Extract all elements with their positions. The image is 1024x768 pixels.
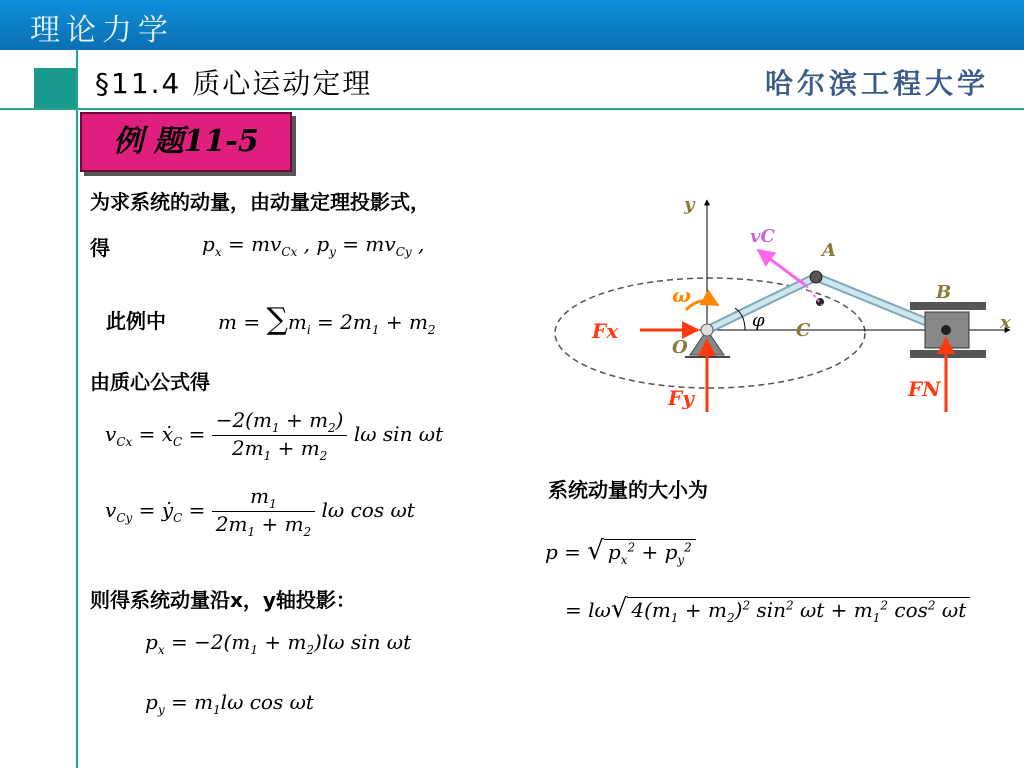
text-then-proj: 则得系统动量沿x，y轴投影：: [90, 588, 356, 612]
point-C: [816, 298, 824, 306]
divider-horizontal: [0, 108, 1024, 110]
label-B: B: [936, 282, 952, 303]
label-Fx: Fx: [592, 319, 619, 343]
mechanism-diagram: [540, 190, 1020, 420]
formula-mass: $m = \sum m_i = 2m_1 + m_2$: [218, 302, 436, 337]
text-line1: 为求系统的动量，由动量定理投影式，: [90, 190, 430, 214]
formula-p: p = √ $p_x^2 + p_y^2$: [545, 536, 696, 567]
axis-label-x: x: [1000, 312, 1011, 333]
pin-B: [941, 325, 951, 335]
label-omega: ω: [672, 283, 692, 307]
text-in-this-case: 此例中: [106, 309, 166, 333]
decor-square: [34, 68, 78, 110]
example-badge: [80, 112, 292, 172]
label-O: O: [672, 337, 688, 358]
example-label: 例 题11-5: [113, 124, 259, 159]
course-title: 理论力学: [30, 13, 174, 48]
text-magnitude: 系统动量的大小为: [548, 478, 708, 502]
guide-bottom: [910, 350, 986, 358]
formula-py: $p_y = m_1l\omega$ cos ωt: [145, 690, 314, 717]
formula-momentum: $p_x = mv_{Cx}$ , $p_y = mv_{Cy}$ ,: [202, 232, 425, 259]
velocity-vC: [758, 250, 805, 285]
formula-vcx: $v_{Cx}$ = ẋ$_C$ = $\frac{-2(m_1 + m_2)}{2m_1 + m_2}$ lω sin ωt: [105, 408, 444, 463]
label-A: A: [822, 240, 836, 261]
label-C: C: [796, 320, 811, 341]
text-line2: 得: [90, 236, 110, 260]
label-phi: φ: [752, 310, 765, 331]
label-FN: FN: [908, 377, 941, 401]
pin-A: [810, 271, 822, 283]
divider-vertical: [76, 50, 78, 768]
section-title: §11.4 质心运动定理: [95, 67, 373, 100]
formula-px: $p_x = -2(m_1 + m_2)l\omega$ sin ωt: [145, 630, 412, 657]
text-by-centroid: 由质心公式得: [90, 370, 210, 394]
pin-O: [701, 324, 713, 336]
formula-vcy: $v_{Cy}$ = ẏ$_C$ = $\frac{m_1}{2m_1 + m_2}$ lω cos ωt: [105, 484, 415, 539]
guide-top: [910, 302, 986, 310]
label-vC: vC: [750, 226, 775, 247]
school-logo-text: 哈尔滨工程大学: [765, 67, 990, 100]
top-banner: [0, 0, 1024, 50]
formula-p-expanded: = lω√ $4(m_1 + m_2)^2$ $\sin^2 \omega t + m_1^2$ $\cos^2 \omega t$: [565, 594, 970, 625]
label-Fy: Fy: [668, 386, 694, 410]
axis-label-y: y: [684, 194, 695, 215]
